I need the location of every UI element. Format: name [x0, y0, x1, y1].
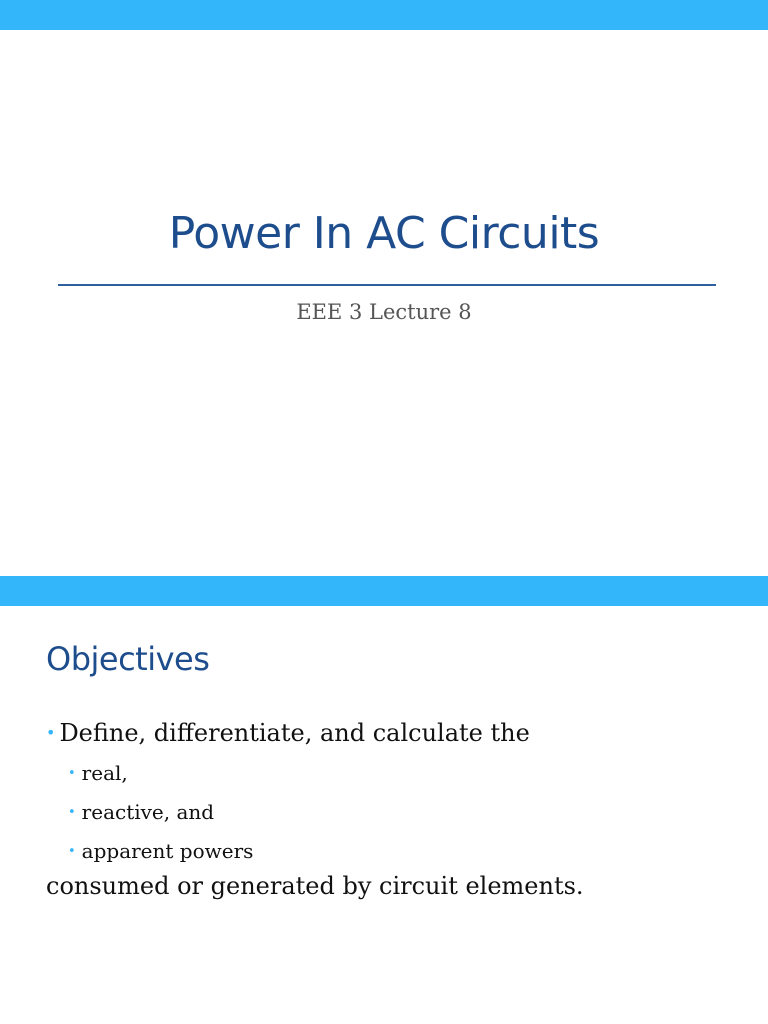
objectives-list [46, 716, 746, 871]
list-item [68, 793, 746, 832]
bullet-dot-icon: • [68, 844, 76, 859]
sub-bullet-text: reactive, and [81, 800, 215, 824]
title-divider [58, 284, 716, 286]
bullet-text: Define, differentiate, and calculate the [59, 719, 530, 747]
closing-text: consumed or generated by circuit elements. [46, 872, 584, 900]
sub-bullet-list [46, 754, 746, 871]
top-accent-band [0, 576, 768, 606]
sub-bullet-text: apparent powers [81, 839, 254, 863]
bullet-dot-icon: • [68, 805, 76, 820]
list-item [68, 832, 746, 871]
slide-objectives [0, 576, 768, 1024]
slide-title-text: Power In AC Circuits [168, 208, 600, 259]
slide-subtitle: EEE 3 Lecture 8 [296, 300, 472, 324]
objectives-heading: Objectives [46, 640, 210, 678]
sub-bullet-text: real, [81, 761, 128, 785]
list-item [46, 716, 746, 871]
bullet-dot-icon: • [46, 723, 56, 742]
list-item [68, 754, 746, 793]
bullet-dot-icon: • [68, 766, 76, 781]
top-accent-band [0, 0, 768, 30]
